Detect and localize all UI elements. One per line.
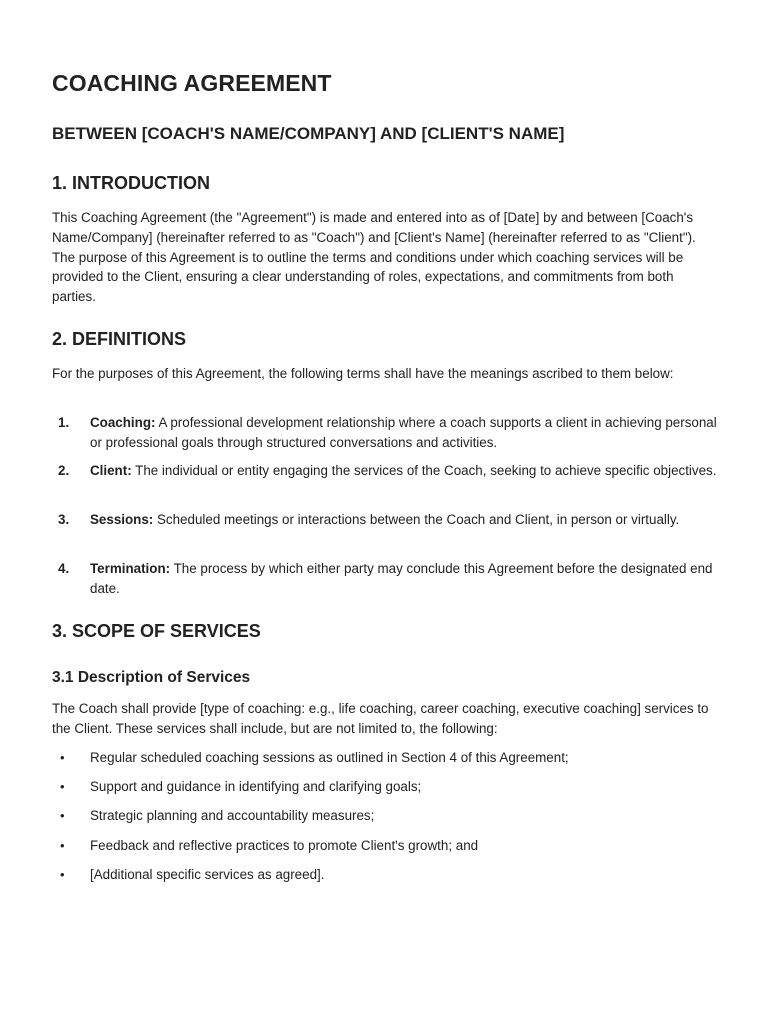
definition-text: The individual or entity engaging the services of the Coach, seeking to achieve specific objectives.	[131, 463, 717, 478]
service-text: [Additional specific services as agreed].	[90, 867, 325, 882]
service-item	[52, 777, 722, 797]
definition-number: 2.	[58, 463, 70, 478]
definition-term: Sessions:	[90, 512, 154, 527]
definition-term: Termination:	[90, 561, 171, 576]
definitions-heading: 2. DEFINITIONS	[52, 329, 187, 349]
service-item	[52, 836, 722, 856]
introduction-paragraph: This Coaching Agreement (the "Agreement") is made and entered into as of [Date] by and between [Coach's Name/Company] (hereinafter referred to as "Coach") and [Client's Name] (hereinafter referred to as "Client"). The purpose of this Agreement is to outline the terms and conditions under which coaching services will be provided to the Client, ensuring a clear understanding of roles, expectations, and commitments from both parties.	[52, 210, 696, 305]
service-text: Feedback and reflective practices to promote Client's growth; and	[90, 838, 479, 853]
bullet: •	[60, 750, 65, 765]
bullet: •	[60, 779, 65, 794]
scope-intro: The Coach shall provide [type of coaching: e.g., life coaching, career coaching, executive coaching] services to the Client. These services shall include, but are not limited to, the following:	[52, 701, 709, 736]
service-item	[52, 865, 722, 885]
bullet: •	[60, 867, 65, 882]
service-text: Support and guidance in identifying and clarifying goals;	[90, 779, 422, 794]
document-subtitle: BETWEEN [COACH'S NAME/COMPANY] AND [CLIENT'S NAME]	[52, 124, 565, 143]
service-text: Regular scheduled coaching sessions as outlined in Section 4 of this Agreement;	[90, 750, 569, 765]
document-title: COACHING AGREEMENT	[52, 70, 332, 96]
scope-heading: 3. SCOPE OF SERVICES	[52, 621, 261, 641]
definition-number: 1.	[58, 415, 70, 430]
service-item	[52, 806, 722, 826]
definition-number: 3.	[58, 512, 70, 527]
bullet: •	[60, 838, 65, 853]
definition-item	[52, 461, 722, 481]
scope-subheading: 3.1 Description of Services	[52, 669, 251, 686]
bullet: •	[60, 808, 65, 823]
service-item	[52, 748, 722, 768]
definition-number: 4.	[58, 561, 70, 576]
service-text: Strategic planning and accountability measures;	[90, 808, 375, 823]
introduction-heading: 1. INTRODUCTION	[52, 173, 211, 193]
definitions-intro: For the purposes of this Agreement, the following terms shall have the meanings ascribed to them below:	[52, 366, 674, 381]
definition-text: Scheduled meetings or interactions between the Coach and Client, in person or virtually.	[153, 512, 680, 527]
definition-text: The process by which either party may conclude this Agreement before the designated end date.	[90, 561, 713, 596]
definition-item	[52, 413, 722, 453]
definition-term: Client:	[90, 463, 132, 478]
definition-term: Coaching:	[90, 415, 156, 430]
definition-item	[52, 559, 722, 599]
definition-item	[52, 510, 722, 530]
definition-text: A professional development relationship where a coach supports a client in achieving personal or professional goals through structured conversations and activities.	[90, 415, 717, 450]
